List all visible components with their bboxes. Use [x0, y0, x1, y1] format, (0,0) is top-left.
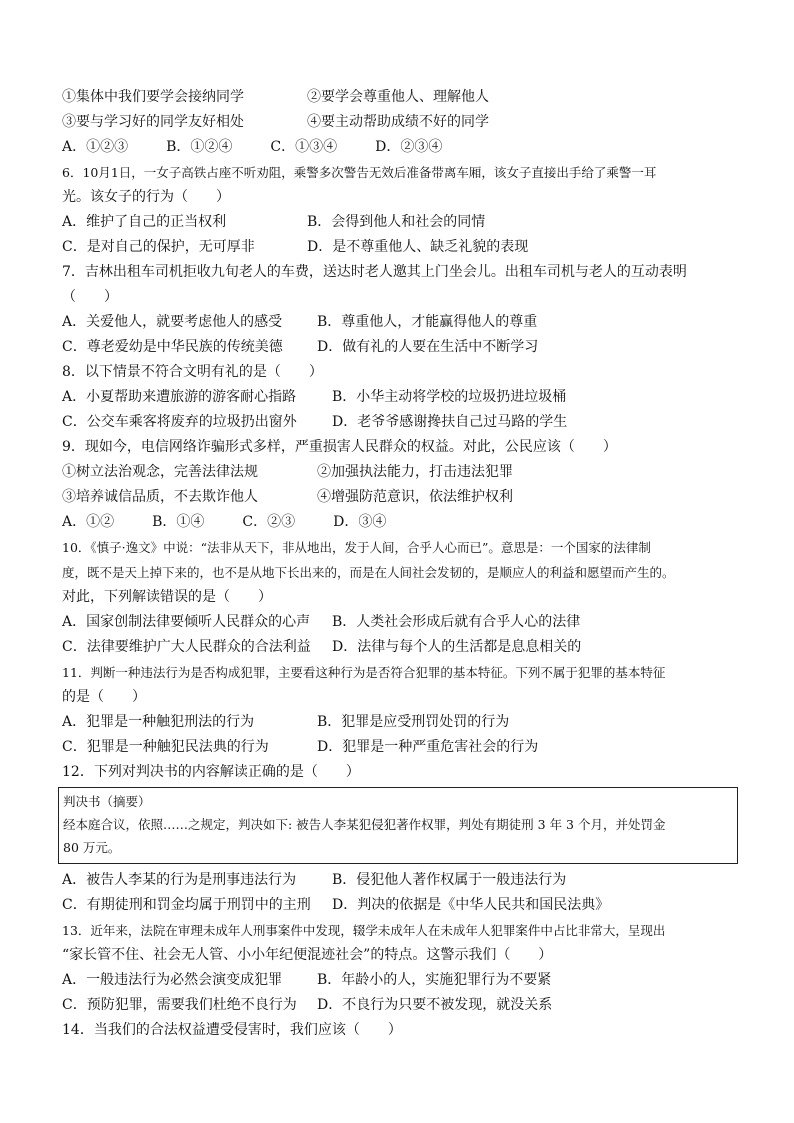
q5-option-b[interactable]: B．①②④	[166, 139, 233, 155]
q10-stem-line1: 10．《慎子·逸文》中说：“法非从天下，非从地出，发于人间，合乎人心而已”。意思是：一个国家的法律制	[62, 540, 651, 555]
q12-stem: 12．下列对判决书的内容解读正确的是（ ）	[62, 764, 360, 780]
q13-option-c[interactable]: C．预防犯罪，需要我们杜绝不良行为	[62, 997, 297, 1013]
q8-stem: 8．以下情景不符合文明有礼的是（ ）	[62, 364, 323, 380]
q6-options-row1	[62, 210, 740, 235]
q9-statement-1: ①树立法治观念，完善法律法规	[62, 464, 258, 480]
q10-option-d[interactable]: D．法律与每个人的生活都是息息相关的	[332, 639, 582, 655]
judgment-text-line1: 经本庭合议，依照……之规定，判决如下: 被告人李某犯侵犯著作权罪，判处有期徒刑 3 年 3 个月，并处罚金	[63, 817, 666, 832]
q6-option-b[interactable]: B．会得到他人和社会的同情	[307, 214, 486, 230]
q7-stem-line1: 7．吉林出租车司机拒收九旬老人的车费，送达时老人邀其上门坐会儿。出租车司机与老人的互动表明	[62, 264, 687, 280]
q7-option-d[interactable]: D．做有礼的人要在生活中不断学习	[317, 339, 539, 355]
q6-option-c[interactable]: C．是对自己的保护，无可厚非	[62, 239, 255, 255]
q10-options-row2	[62, 635, 740, 660]
q8-option-a[interactable]: A．小夏帮助来遭旅游的游客耐心指路	[62, 389, 297, 405]
q11-stem-line2: 的是（ ）	[62, 689, 146, 705]
q9-statement-4: ④增强防范意识，依法维护权利	[317, 489, 513, 505]
q11-option-d[interactable]: D．犯罪是一种严重危害社会的行为	[317, 739, 539, 755]
q5-statements-row1	[62, 85, 740, 110]
q11-options-row2	[62, 735, 740, 760]
q9-option-a[interactable]: A．①②	[62, 514, 115, 530]
q8-option-d[interactable]: D．老爷爷感谢搀扶自己过马路的学生	[332, 414, 568, 430]
q7-option-b[interactable]: B．尊重他人，才能赢得他人的尊重	[317, 314, 538, 330]
q9-statements-row2	[62, 485, 740, 510]
q6-stem-line2: 光。该女子的行为（ ）	[62, 189, 230, 205]
q6-option-d[interactable]: D．是不尊重他人、缺乏礼貌的表现	[307, 239, 529, 255]
q10-stem-line3: 对此，下列解读错误的是（ ）	[62, 589, 272, 605]
q9-statements-row1	[62, 460, 740, 485]
q5-option-c[interactable]: C．①③④	[270, 139, 338, 155]
judgment-excerpt-box	[58, 787, 738, 864]
judgment-title: 判决书（摘要）	[63, 794, 151, 809]
q9-options	[62, 510, 740, 535]
q5-statement-1: ①集体中我们要学会接纳同学	[62, 89, 244, 105]
q8-option-b[interactable]: B．小华主动将学校的垃圾扔进垃圾桶	[332, 389, 567, 405]
q10-option-b[interactable]: B．人类社会形成后就有合乎人心的法律	[332, 614, 581, 630]
judgment-text-line2: 80 万元。	[63, 840, 121, 855]
q12-option-b[interactable]: B．侵犯他人著作权属于一般违法行为	[332, 872, 567, 888]
q7-options-row2	[62, 335, 740, 360]
q11-stem-line1: 11．判断一种违法行为是否构成犯罪，主要看这种行为是否符合犯罪的基本特征。下列不属于犯罪的基本特征	[62, 665, 666, 680]
q10-stem-line2: 度，既不是天上掉下来的，也不是从地下长出来的，而是在人间社会发韧的，是顺应人的利益和愿望而产生的。	[62, 565, 675, 580]
q13-stem-line2: “家长管不住、社会无人管、小小年纪便混迹社会”的特点。这警示我们（ ）	[62, 947, 553, 963]
q9-option-b[interactable]: B．①④	[152, 514, 205, 530]
q9-option-d[interactable]: D．③④	[333, 514, 387, 530]
q8-options-row1	[62, 385, 740, 410]
q13-option-b[interactable]: B．年龄小的人，实施犯罪行为不要紧	[317, 972, 552, 988]
q10-options-row1	[62, 610, 740, 635]
q9-option-c[interactable]: C．②③	[242, 514, 296, 530]
q5-statement-3: ③要与学习好的同学友好相处	[62, 114, 244, 130]
q9-statement-3: ③培养诚信品质，不去欺诈他人	[62, 489, 258, 505]
q6-option-a[interactable]: A．维护了自己的正当权利	[62, 214, 227, 230]
exam-page	[62, 85, 740, 1043]
q9-stem: 9．现如今，电信网络诈骗形式多样，严重损害人民群众的权益。对此，公民应该（ ）	[62, 439, 617, 455]
q13-options-row1	[62, 968, 740, 993]
q12-option-a[interactable]: A．被告人李某的行为是刑事违法行为	[62, 872, 297, 888]
q6-stem-line1: 6．10月1日，一女子高铁占座不听劝阻，乘警多次警告无效后准备带离车厢，该女子直接出手给了乘警一耳	[62, 165, 657, 180]
q8-options-row2	[62, 410, 740, 435]
q11-option-c[interactable]: C．犯罪是一种触犯民法典的行为	[62, 739, 269, 755]
q8-option-c[interactable]: C．公交车乘客将废弃的垃圾扔出窗外	[62, 414, 297, 430]
q5-option-d[interactable]: D．②③④	[375, 139, 443, 155]
q5-options	[62, 135, 740, 160]
q12-option-c[interactable]: C．有期徒刑和罚金均属于刑罚中的主刑	[62, 897, 311, 913]
q9-statement-2: ②加强执法能力，打击违法犯罪	[317, 464, 513, 480]
q13-options-row2	[62, 993, 740, 1018]
q14-stem: 14．当我们的合法权益遭受侵害时，我们应该（ ）	[62, 1022, 402, 1038]
q12-option-d[interactable]: D．判决的依据是《中华人民共和国民法典》	[332, 897, 610, 913]
q5-option-a[interactable]: A．①②③	[62, 139, 129, 155]
q5-statements-row2	[62, 110, 740, 135]
q10-option-c[interactable]: C．法律要维护广大人民群众的合法利益	[62, 639, 311, 655]
q6-options-row2	[62, 235, 740, 260]
q11-options-row1	[62, 710, 740, 735]
q13-option-a[interactable]: A．一般违法行为必然会演变成犯罪	[62, 972, 283, 988]
q13-stem-line1: 13．近年来，法院在审理未成年人刑事案件中发现，辍学未成年人在未成年人犯罪案件中占比非常大，呈现出	[62, 923, 666, 938]
q10-option-a[interactable]: A．国家创制法律要倾听人民群众的心声	[62, 614, 311, 630]
q5-statement-4: ④要主动帮助成绩不好的同学	[307, 114, 489, 130]
q13-option-d[interactable]: D．不良行为只要不被发现，就没关系	[317, 997, 553, 1013]
q7-option-a[interactable]: A．关爱他人，就要考虑他人的感受	[62, 314, 283, 330]
q7-stem-line2: （ ）	[62, 289, 118, 305]
q12-options-row1	[62, 868, 740, 893]
q7-options-row1	[62, 310, 740, 335]
q12-options-row2	[62, 893, 740, 918]
q11-option-a[interactable]: A．犯罪是一种触犯刑法的行为	[62, 714, 255, 730]
q11-option-b[interactable]: B．犯罪是应受刑罚处罚的行为	[317, 714, 510, 730]
q5-statement-2: ②要学会尊重他人、理解他人	[307, 89, 489, 105]
q7-option-c[interactable]: C．尊老爱幼是中华民族的传统美德	[62, 339, 283, 355]
